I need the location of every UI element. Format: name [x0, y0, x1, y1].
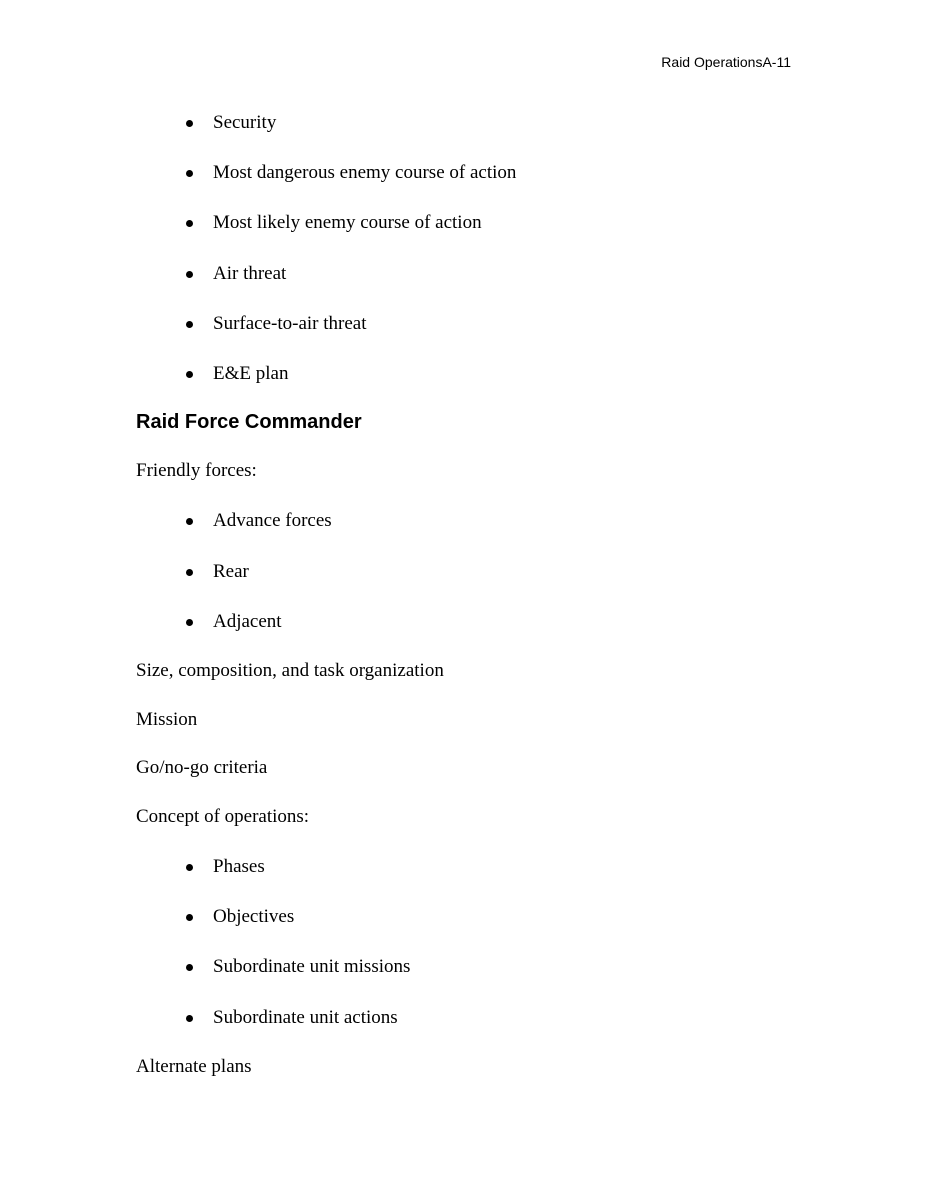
go-no-go-text: Go/no-go criteria	[136, 757, 268, 778]
concept-label: Concept of operations:	[136, 806, 310, 827]
list-item-text: Most likely enemy course of action	[213, 212, 482, 233]
running-header: Raid OperationsA-11	[661, 54, 791, 70]
bullet-icon	[186, 964, 193, 971]
bullet-icon	[186, 914, 193, 921]
list-item-text: Security	[213, 112, 277, 133]
bullet-icon	[186, 1015, 193, 1022]
list-item-text: Surface-to-air threat	[213, 313, 367, 334]
list-item-text: Phases	[213, 856, 265, 877]
section-heading: Raid Force Commander	[136, 411, 362, 433]
list-item-text: Most dangerous enemy course of action	[213, 162, 517, 183]
friendly-forces-label: Friendly forces:	[136, 460, 257, 481]
bullet-icon	[186, 170, 193, 177]
list-item-text: Advance forces	[213, 510, 332, 531]
list-item-text: Subordinate unit actions	[213, 1007, 398, 1028]
bullet-icon	[186, 271, 193, 278]
bullet-icon	[186, 120, 193, 127]
list-item-text: Air threat	[213, 263, 287, 284]
size-composition-text: Size, composition, and task organization	[136, 660, 444, 681]
bullet-icon	[186, 371, 193, 378]
mission-text: Mission	[136, 709, 198, 730]
list-item-text: Adjacent	[213, 611, 282, 632]
list-item-text: Objectives	[213, 906, 295, 927]
bullet-icon	[186, 220, 193, 227]
alternate-plans-text: Alternate plans	[136, 1056, 252, 1077]
bullet-icon	[186, 569, 193, 576]
bullet-icon	[186, 321, 193, 328]
bullet-icon	[186, 518, 193, 525]
bullet-icon	[186, 619, 193, 626]
list-item-text: Rear	[213, 561, 249, 582]
bullet-icon	[186, 864, 193, 871]
list-item-text: Subordinate unit missions	[213, 956, 411, 977]
list-item-text: E&E plan	[213, 363, 289, 384]
